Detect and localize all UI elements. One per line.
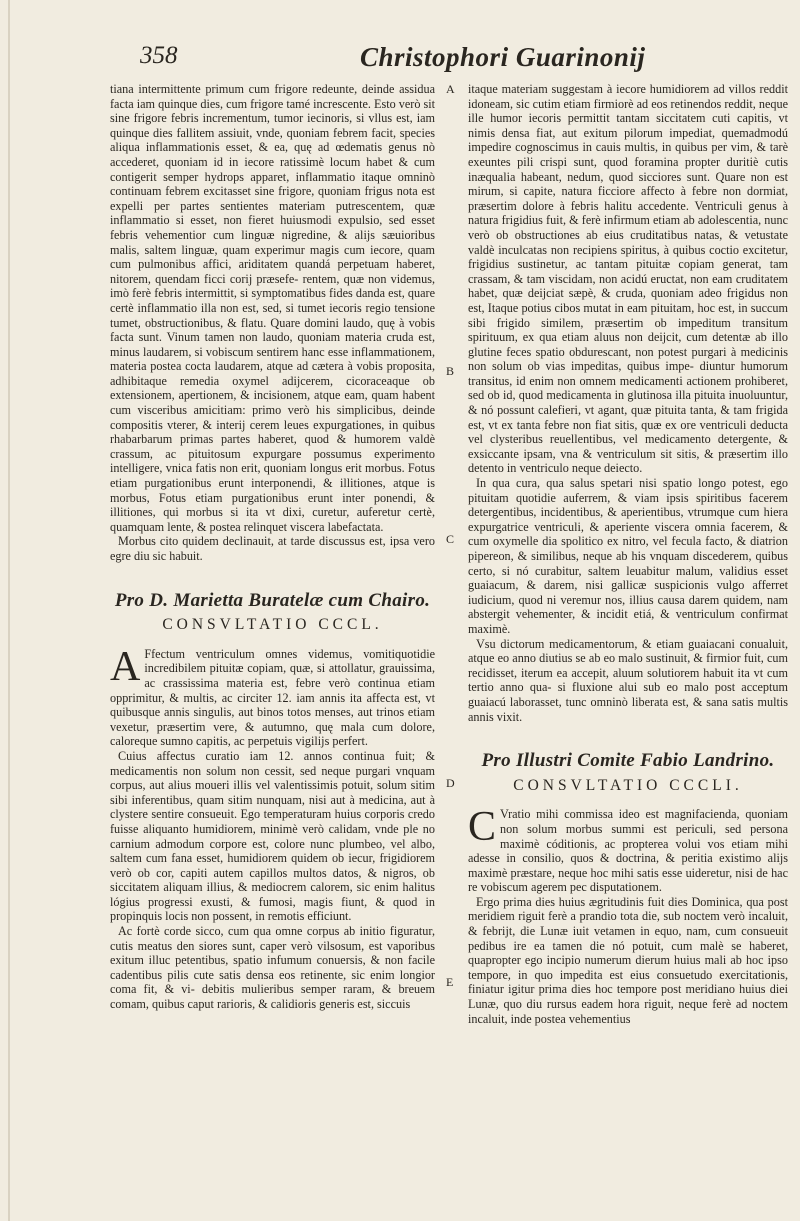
drop-cap: A	[110, 643, 141, 690]
gutter-shadow	[8, 0, 10, 1221]
page-number: 358	[140, 42, 178, 69]
margin-letter: C	[446, 532, 455, 546]
running-title: Christophori Guarinonij	[360, 42, 646, 72]
running-head	[0, 42, 800, 82]
left-column	[110, 82, 435, 1012]
paragraph-text: Ffectum ventriculum omnes videmus, vomitiquotidie incredibilem pituitæ copiam, quæ, si attollatur, grauissima, ac crassissima materia est, febre verò continua etiam opprimitur, & multis, ac circiter 12. iam annis ita affecta est, vt quibusque annis singulis, aut binos totos menses, aut trinos etiam vexetur, præsertim vere, & autumno, quę mala cum dolore, caloreque sumno capitis, ac perpetuis vigilijs perfert.	[110, 646, 435, 749]
consultation-heading: CONSVLTATIO CCCL.	[162, 616, 383, 634]
opening-paragraph	[110, 643, 435, 749]
margin-letter: E	[446, 975, 454, 989]
paragraph: Ergo prima dies huius ægritudinis fuit dies Dominica, qua post meridiem riguit ferè a prandio tota die, sub noctem verò incaluit, & febrijt, die Lunæ iuit vetamen in equo, nam, cum consueuit pedibus ire ea tamen die nó potuit, cum malè se haberet, quapropter ego incipio numerum dierum huius mali ab hoc ipso tempore, in quo impedita est eius consuetudo exercitationis, finiatur igitur prima dies hoc tempore post meridiano huius diei Lunæ, quo diu rursus eadem hora riguit, neque ferè ad noctem incaluit, inde postea vehementius	[468, 894, 788, 1026]
paragraph-text: Vratio mihi commissa ideo est magnifacienda, quoniam non solum morbus summi est periculi, sed persona maximè códitionis, ac propterea volui vos etiam mihi adesse in consilio, quos & doctrina, & peritia existimo alijs maximè præstare, neque hoc mihi satis esse uideretur, nisi de hac re vobiscum agerem pec disputationem.	[468, 807, 788, 895]
paragraph: tiana intermittente primum cum frigore redeunte, deinde assidua facta iam quinque dies, cum frigore tamé increscente. Esto verò sit sine frigore febris incrementum, tumor iecinoris, si vllus est, iam quinque dies fallitem assiuit, vnde, quoniam febrem facit, species aliqua inflammationis esset, & ea, quę ad œdematis genus nò accederet, quoniam id in iecore ratissimè locum habet & cum contigerit semper hydrops apparet, inflammatio itaque omninò continuam febrem excitasset sine frigore, quoniam frigus nota est expelli per partes sentientes materiam putrescentem, quæ inflammatio si esset, non fieret huiusmodi expulsio, sed esset febris vehementior cum linguæ nigredine, & alijs sæuioribus malis, saltem linguæ, quam experimur magis cum iecore, quam cum pulmonibus affici, ariditatem quandá perpetuam haberet, nitorem, quendam ficci corij præsefe- rentem, quæ non videmus, imò ferè febris intermittit, si symptomatibus fides danda est, quare certè inflammatio illa non est, sed, si tumet iecoris regio tensione tumet, obstructionibus, & flatu. Quare domini laudo, quę à vobis facta sunt. Vinum tamen non laudo, quoniam materia cruda est, minus laudarem, si vobiscum sentirem hanc esse inflammationem, materia postea cocta laudarem, atque ad cætera à vobis proposita, adhibitaque remedia oxymel adijcerem, cicoraceaque ob extensionem, apertionem, & incisionem, atque eam, quam habent cum visceribus amicitiam: primo verò his simplicibus, deinde compositis vterer, & interij cerem leues expurgationes, in quibus rhabarbarum primas partes haberet, quod & humorem valdè crassum, ac pituitosum expurgare possumus experimento intelligere, vnica fatis non erit, quoniam longus erit morbus. Fotus etiam purgationibus erunt interponendi, & illitiones, atque is morbus, Fotus etiam purgationibus erunt inter ponendi, & illitiones, qui morbus si ita vt dixi, curetur, auferetur certè, quamquam lente, & postea relinquet viscera labefactata.	[110, 82, 435, 534]
paragraph: Vsu dictorum medicamentorum, & etiam guaiacani conualuit, atque eo anno diutius se ab eo malo sustinuit, & firmior fuit, cum recidisset, iterum ea accepit, aluum solutiorem habuit ita vt cum tertio anno qua- si fluxione alui sub eo malo post acceptum guaiacú laborasset, tunc omninò liberata est, & sana satis multis annis vixit.	[468, 636, 788, 724]
case-title: Pro Illustri Comite Fabio Landrino.	[481, 750, 775, 772]
right-column	[468, 82, 788, 1026]
paragraph: itaque materiam suggestam à iecore humidiorem ad villos reddit idoneam, sic cutim etiam firmiorè ad eos retinendos reddit, neque ille humor iecoris permittit tantam siccitatem cuti capitis, vt nimis densa fiat, aut exitum pilorum impediat, quemadmodú impedire cognoscimus in cauis multis, in quibus per vim, & tarè exeuntes pili crispi sunt, quod foramina propter duritiè cutis inæqualia habeant, nedum, quod sicciores sunt. Quare non est mirum, si capite, natura ficciore affecto à febre non dormiat, præsertim dolore à febris halitu accedente. Ventriculi genus à natura frigidius fuit, & ferè infirmum etiam ab adolescentia, nunc verò ob obstructiones ab eius cruditatibus natas, & vetustate valdè inculcatas non recipiens spiritus, à quibus coctio excitetur, frigidius sustinetur, ac tantam pituitæ copiam generat, tam crassam, & tam viscidam, non acidú eructat, non eam cruditatem habet, quæ deijciat sæpè, & cruda, quoniam adeo frigidus non est, Itaque potius cibos mutat in eam pituitam, hoc est, in succum sibi frigido similem, præsertim ob impeditum transitum spirituum, ex qua etiam aluus non deijcit, cum detentæ ab illo glutine feces spatio obdurescant, non potest purgari à medicinis non solum ob vias impeditas, quibus impe- diuntur humorum transitus, id enim non omnem medicamenti actionem prohiberet, sed ob id, quod medicamenta in glutinosa illa pituita inuoluuntur, & nó possunt calefieri, vt agant, quæ pituita tanta, & tam frigida est, vt ex tanta febre non fiat sitis, quæ ex ore ventriculi deducta vel clysteribus reuellentibus, vel medicamento detergente, & exsiccante ipsam, vna & ventriculum sit sitis, & præsertim illo detento in ventriculo neque deiecto.	[468, 82, 788, 476]
drop-cap: C	[468, 804, 497, 851]
margin-letter: A	[446, 82, 455, 96]
margin-letter: B	[446, 364, 455, 378]
opening-paragraph	[468, 804, 788, 895]
case-title: Pro D. Marietta Buratelæ cum Chairo.	[114, 589, 431, 611]
paragraph: In qua cura, qua salus spetari nisi spatio longo potest, ego pituitam quotidie auferrem, & viam ipsis spiritibus facerem detergentibus, incidentibus, & aperientibus, vtrumque cum hiera expurgatrice ventriculi, & aperiente viscera omnia facerem, & cum oxymelle dia spolitico ex nitro, vel fecula facto, & diatrion pipereon, & similibus, neque ab his vnquam discederem, quibus certo, si nó curabitur, saltem leuabitur malum, validius esset guaiacum, & darem, nisi gallicæ suspicionis vulgo afferret iudicium, quod ni veremur nos, illius causa darem quidem, nam abstergit vehementer, & incidit etiá, & ventriculum confirmat maximè.	[468, 476, 788, 636]
paragraph: Morbus cito quidem declinauit, at tarde discussus est, ipsa vero egre diu sic habuit.	[110, 534, 435, 563]
margin-letter: D	[446, 776, 455, 790]
paragraph: Ac fortè corde sicco, cum qua omne corpus ab initio figuratur, cutis meatus den siores sunt, caper verò vilsosum, est vaporibus exitum illuc petentibus, spatio infumum conuersis, & non facile cadentibus pilis cute satis densa eos retinente, sic enim longior coma fit, & vi- debitis mulieribus semper raram, & breuem comam, quibus caput rarioris, & calidioris generis est, siccuis	[110, 924, 435, 1012]
margin-letters	[438, 82, 466, 1182]
consultation-heading: CONSVLTATIO CCCLI.	[513, 776, 743, 794]
paragraph: Cuius affectus curatio iam 12. annos continua fuit; & medicamentis non solum non cessit, sed neque purgari vnquam corpus, aut alius moueri illis vel valentissimis potuit, solum sitim sibi inferentibus, quam sitim nunquam, nisi aut à medicina, aut à clystere sentire consueuit. Ego temperaturam huius corporis credo fuisse aliquanto humidiorem, minimè verò calidam, vnde ple no carnium admodum corpore est, colore nunc plumbeo, vel albo, saltem cum fana esset, humidiorem quidem ob iecur, frigidiorem verò ob cor, capiti autem capillos multos datos, & nigros, ob siccitatem aliquam illius, & mediocrem calorem, sic enim halitus lógius progressi exusti, & fumosi, magis fiunt, & quod in propinquis locis non possent, in remotis efficiunt.	[110, 748, 435, 924]
